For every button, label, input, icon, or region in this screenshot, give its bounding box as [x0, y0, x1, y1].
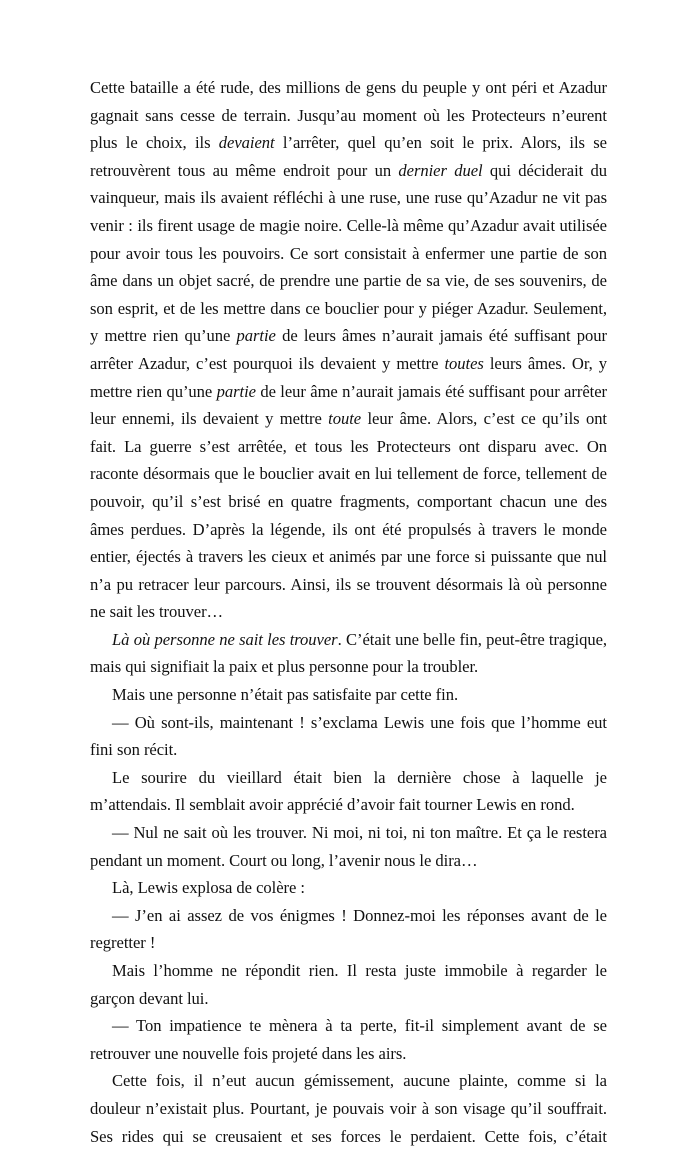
text-run: — J’en ai assez de vos énigmes ! Donnez-moi les réponses avant de le regretter !	[90, 905, 607, 953]
italic-text: toutes	[444, 353, 484, 373]
paragraph	[90, 1067, 607, 1150]
italic-text: partie	[216, 381, 256, 401]
italic-text: toute	[328, 409, 362, 429]
paragraph	[90, 626, 607, 681]
text-run: — Où sont-ils, maintenant ! s’exclama Lewis une fois que l’homme eut fini son récit.	[90, 712, 607, 760]
text-run: Cette bataille a été rude, des millions de gens du peuple y ont péri et Azadur gagnait sans cesse de terrain. Jusqu’au moment où les Protecteurs n’eurent plus le choix, ils	[90, 78, 607, 153]
text-run: de leur âme n’aurait jamais été suffisant pour arrêter leur ennemi, ils devaient y mettre	[90, 381, 607, 429]
text-run: Mais une personne n’était pas satisfaite par cette fin.	[112, 685, 459, 705]
paragraph	[90, 957, 607, 1012]
paragraph	[90, 764, 607, 819]
paragraph	[90, 874, 607, 902]
paragraph	[90, 902, 607, 957]
paragraph	[90, 74, 607, 626]
text-run: de leurs âmes n’aurait jamais été suffisant pour arrêter Azadur, c’est pourquoi ils devaient y mettre	[90, 326, 607, 373]
text-run: leurs âmes. Or, y mettre rien qu’une	[90, 353, 608, 401]
italic-text: dernier duel	[398, 160, 483, 180]
text-run: Le sourire du vieillard était bien la dernière chose à laquelle je m’attendais. Il semblait avoir apprécié d’avoir fait tourner Lewis en rond.	[90, 767, 607, 815]
text-run: . C’était une belle fin, peut-être tragique, mais qui signifiait la paix et plus personne pour la troubler.	[90, 629, 607, 677]
text-run: — Nul ne sait où les trouver. Ni moi, ni toi, ni ton maître. Et ça le restera pendant un moment. Court ou long, l’avenir nous le dira…	[90, 823, 607, 870]
italic-text: devaient	[218, 133, 275, 153]
text-run: — Ton impatience te mènera à ta perte, fit-il simplement avant de se retrouver une nouvelle fois projeté dans les airs.	[90, 1016, 607, 1063]
text-run: Là, Lewis explosa de colère :	[112, 878, 305, 898]
text-run: leur âme. Alors, c’est ce qu’ils ont fait. La guerre s’est arrêtée, et tous les Protecteurs ont disparu avec. On raconte désormais que le bouclier avait en lui tellement de force, tellement de pouvoir, qu’il s’est brisé en quatre fragments, comportant chacun une des âmes perdues. D’après la légende, ils ont été propulsés à travers le monde entier, éjectés à travers les cieux et animés par une force si puissante que nul n’a pu retracer leur parcours. Ainsi, ils se trouvent désormais là où personne ne sait les trouver…	[90, 409, 607, 622]
body-text	[90, 74, 607, 1150]
text-run: qui déciderait du vainqueur, mais ils avaient réfléchi à une ruse, une ruse qu’Azadur ne vit pas venir : ils firent usage de magie noire. Celle-là même qu’Azadur avait utilisée pour avoir tous les pouvoirs. Ce sort consistait à enfermer une partie de son âme dans un objet sacré, de prendre une partie de sa vie, de ses souvenirs, de son esprit, et de les mettre dans ce bouclier pour y piéger Azadur. Seulement, y mettre rien qu’une	[90, 160, 607, 346]
paragraph	[90, 681, 607, 709]
paragraph	[90, 709, 607, 764]
italic-text: Là où personne ne sait les trouver	[112, 629, 338, 649]
paragraph	[90, 819, 607, 874]
text-run: Mais l’homme ne répondit rien. Il resta juste immobile à regarder le garçon devant lui.	[90, 961, 607, 1008]
paragraph	[90, 1012, 607, 1067]
text-run: Cette fois, il n’eut aucun gémissement, aucune plainte, comme si la douleur n’existait plus. Pourtant, je pouvais voir à son visage qu’il souffrait. Ses rides qui se creusaient et ses forces le perdaient. Cette fois, c’était	[90, 1071, 607, 1146]
text-run: l’arrêter, quel qu’en soit le prix. Alors, ils se retrouvèrent tous au même endroit pour un	[90, 133, 607, 180]
italic-text: partie	[236, 326, 276, 346]
